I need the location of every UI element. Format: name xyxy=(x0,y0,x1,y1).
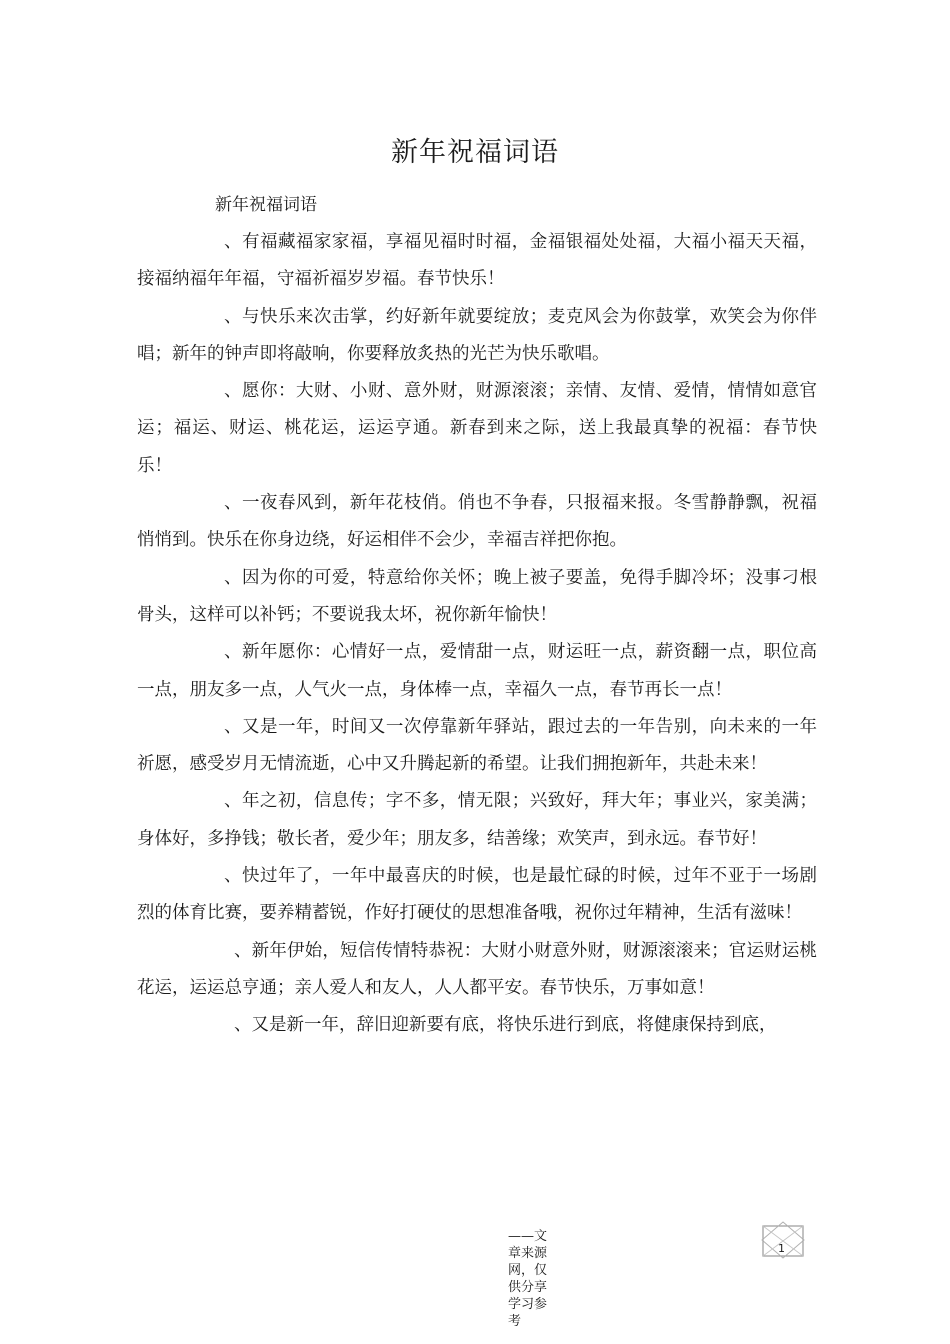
paragraph: 、年之初，信息传；字不多，情无限；兴致好，拜大年；事业兴，家美满；身体好，多挣钱；敬长者，爱少年；朋友多，结善缘；欢笑声，到永远。春节好！ xyxy=(137,791,817,849)
page-number: 1 xyxy=(778,1242,785,1255)
document-subtitle: 新年祝福词语 xyxy=(215,195,317,215)
paragraph: 、一夜春风到，新年花枝俏。俏也不争春，只报福来报。冬雪静静飘，祝福悄悄到。快乐在你身边绕，好运相伴不会少，幸福吉祥把你抱。 xyxy=(137,493,817,551)
paragraph: 、新年伊始，短信传情特恭祝：大财小财意外财，财源滚滚来；官运财运桃花运，运运总亨通；亲人爱人和友人，人人都平安。春节快乐，万事如意！ xyxy=(137,940,817,998)
paragraph: 、有福藏福家家福，享福见福时时福，金福银福处处福，大福小福天天福，接福纳福年年福，守福祈福岁岁福。春节快乐！ xyxy=(137,232,817,290)
paragraph: 、又是一年，时间又一次停靠新年驿站，跟过去的一年告别，向未来的一年祈愿，感受岁月无情流逝，心中又升腾起新的希望。让我们拥抱新年，共赴未来！ xyxy=(137,716,817,775)
page-title: 新年祝福词语 xyxy=(391,137,559,168)
source-note: ——文章来源网，仅供分享学习参考 xyxy=(508,1229,548,1329)
document-body xyxy=(137,224,817,1045)
paragraph: 、愿你：大财、小财、意外财，财源滚滚；亲情、友情、爱情，情情如意官运；福运、财运、桃花运，运运亨通。新春到来之际，送上我最真挚的祝福：春节快乐！ xyxy=(137,381,817,476)
paragraph: 、快过年了，一年中最喜庆的时候，也是最忙碌的时候，过年不亚于一场剧烈的体育比赛，要养精蓄锐，作好打硬仗的思想准备哦，祝你过年精神，生活有滋味！ xyxy=(137,866,817,924)
paragraph: 、因为你的可爱，特意给你关怀；晚上被子要盖，免得手脚冷坏；没事刁根骨头，这样可以补钙；不要说我太坏，祝你新年愉快！ xyxy=(137,567,817,625)
paragraph: 、又是新一年，辞旧迎新要有底，将快乐进行到底，将健康保持到底， xyxy=(234,1015,777,1036)
paragraph: 、新年愿你：心情好一点，爱情甜一点，财运旺一点，薪资翻一点，职位高一点，朋友多一点，人气火一点，身体棒一点，幸福久一点，春节再长一点！ xyxy=(137,642,817,700)
paragraph: 、与快乐来次击掌，约好新年就要绽放；麦克风会为你鼓掌，欢笑会为你伴唱；新年的钟声即将敲响，你要释放炙热的光芒为快乐歌唱。 xyxy=(137,306,817,364)
